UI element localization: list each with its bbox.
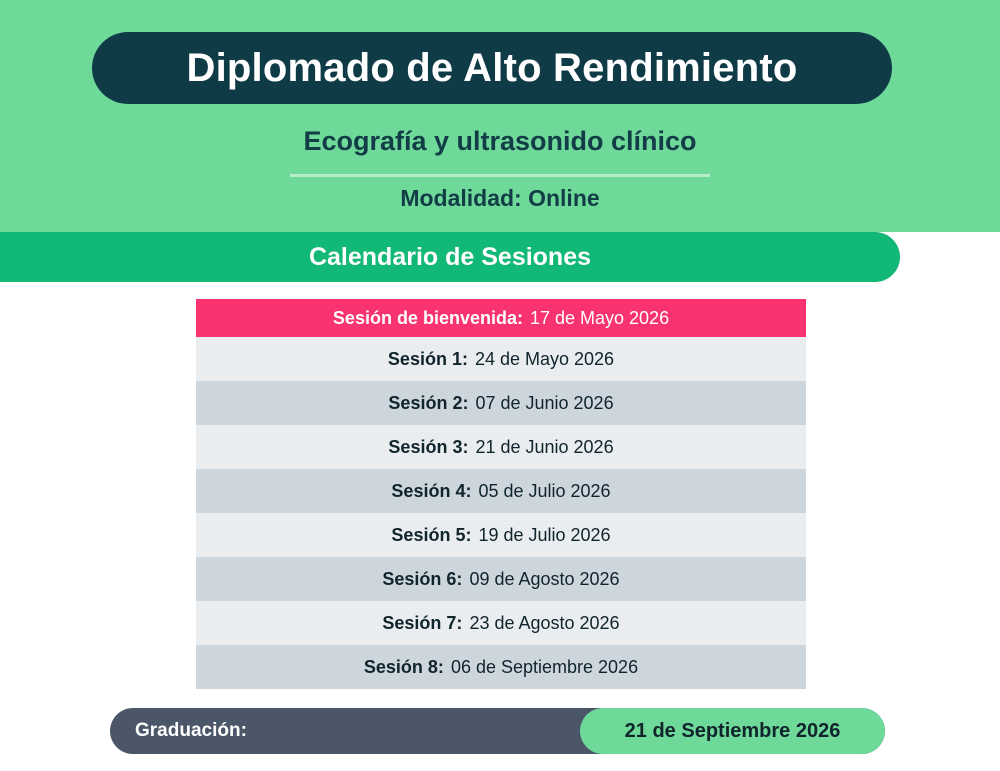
- list-item: [196, 469, 806, 513]
- title-pill: [92, 32, 892, 104]
- sessions-list: [196, 299, 806, 689]
- welcome-label: Sesión de bienvenida:: [332, 307, 523, 328]
- graduation-bar: [110, 708, 885, 754]
- session-label: Sesión 7:: [382, 612, 463, 633]
- list-item-welcome: [196, 299, 806, 337]
- session-label: Sesión 8:: [363, 656, 444, 677]
- session-date: 07 de Junio 2026: [475, 392, 614, 413]
- session-label: Sesión 5:: [391, 524, 472, 545]
- session-date: 05 de Julio 2026: [478, 480, 611, 501]
- session-date: 23 de Agosto 2026: [469, 612, 620, 633]
- session-label: Sesión 6:: [382, 568, 463, 589]
- list-item: [196, 425, 806, 469]
- header-band: [0, 0, 1000, 232]
- session-date: 09 de Agosto 2026: [469, 568, 620, 589]
- page-title: Diplomado de Alto Rendimiento: [186, 45, 798, 90]
- welcome-date: 17 de Mayo 2026: [529, 307, 670, 328]
- graduation-date: 21 de Septiembre 2026: [624, 719, 841, 742]
- graduation-date-pill: [580, 708, 885, 754]
- list-item: [196, 381, 806, 425]
- session-date: 06 de Septiembre 2026: [450, 656, 639, 677]
- modality-label: Modalidad: Online: [400, 185, 600, 211]
- list-item: [196, 557, 806, 601]
- list-item: [196, 645, 806, 689]
- list-item: [196, 337, 806, 381]
- session-date: 24 de Mayo 2026: [474, 348, 615, 369]
- session-label: Sesión 1:: [387, 348, 468, 369]
- list-item: [196, 601, 806, 645]
- session-label: Sesión 3:: [388, 436, 469, 457]
- graduation-label: Graduación:: [135, 720, 247, 741]
- calendar-section-label: Calendario de Sesiones: [308, 242, 592, 271]
- header-divider: [290, 174, 710, 177]
- calendar-section-header: [0, 232, 900, 282]
- page-subtitle: Ecografía y ultrasonido clínico: [303, 126, 697, 156]
- session-date: 21 de Junio 2026: [475, 436, 614, 457]
- session-label: Sesión 4:: [391, 480, 472, 501]
- session-label: Sesión 2:: [388, 392, 469, 413]
- list-item: [196, 513, 806, 557]
- session-date: 19 de Julio 2026: [478, 524, 611, 545]
